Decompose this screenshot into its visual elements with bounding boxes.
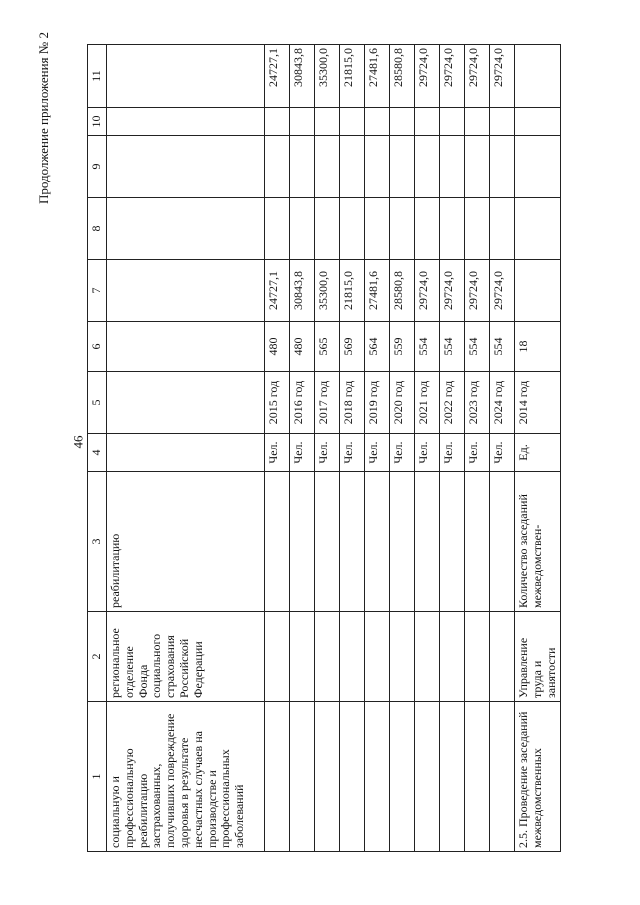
cell-indicator: реабилитацию [107, 472, 265, 612]
cell-value: 569 [340, 322, 365, 372]
cell-value: 554 [440, 322, 465, 372]
cell-unit: Чел. [415, 434, 440, 472]
table-row [465, 45, 490, 852]
cell-total: 24727,1 [265, 45, 290, 108]
table-row [415, 45, 440, 852]
cell-total: 21815,0 [340, 45, 365, 108]
cell-amount: 28580,8 [390, 260, 415, 322]
cell-indicator: Количество заседаний межведомствен- [515, 472, 561, 612]
cell-amount: 27481,6 [365, 260, 390, 322]
cell-unit: Чел. [315, 434, 340, 472]
header-row [88, 45, 107, 852]
cell-unit: Чел. [465, 434, 490, 472]
header-cell: 1 [88, 702, 107, 852]
cell-total: 29724,0 [490, 45, 515, 108]
rotated-table-wrapper [87, 45, 558, 852]
header-cell: 4 [88, 434, 107, 472]
table-row [515, 45, 561, 852]
cell-value: 480 [290, 322, 315, 372]
cell-total: 28580,8 [390, 45, 415, 108]
header-cell: 9 [88, 136, 107, 198]
cell-unit: Чел. [390, 434, 415, 472]
cell-total: 29724,0 [465, 45, 490, 108]
cell-executor: Управление труда и занятости [515, 612, 561, 702]
cell-amount: 30843,8 [290, 260, 315, 322]
table-row [315, 45, 340, 852]
table-row [265, 45, 290, 852]
cell-amount: 24727,1 [265, 260, 290, 322]
cell-amount: 35300,0 [315, 260, 340, 322]
table-row [340, 45, 365, 852]
cell-activity: 2.5. Проведение заседаний межведомственных [515, 702, 561, 852]
cell-value: 564 [365, 322, 390, 372]
cell-amount: 29724,0 [465, 260, 490, 322]
continuation-note: Продолжение приложения № 2 [36, 32, 51, 204]
table-row [365, 45, 390, 852]
cell-year: 2022 год [440, 372, 465, 434]
header-cell: 5 [88, 372, 107, 434]
cell-year: 2024 год [490, 372, 515, 434]
cell-unit: Чел. [265, 434, 290, 472]
cell-amount: 29724,0 [415, 260, 440, 322]
header-cell: 11 [88, 45, 107, 108]
header-cell: 6 [88, 322, 107, 372]
cell-amount: 29724,0 [490, 260, 515, 322]
cell-unit: Чел. [340, 434, 365, 472]
cell-value: 18 [515, 322, 561, 372]
table-row [440, 45, 465, 852]
page-number: 46 [70, 435, 86, 449]
cell-value: 554 [465, 322, 490, 372]
table-row [490, 45, 515, 852]
header-cell: 10 [88, 108, 107, 136]
cell-value: 480 [265, 322, 290, 372]
cell-year: 2018 год [340, 372, 365, 434]
cell-year: 2020 год [390, 372, 415, 434]
cell-total: 30843,8 [290, 45, 315, 108]
cell-total: 27481,6 [365, 45, 390, 108]
cell-year: 2015 год [265, 372, 290, 434]
header-cell: 2 [88, 612, 107, 702]
cell-total: 35300,0 [315, 45, 340, 108]
cell-year: 2021 год [415, 372, 440, 434]
cell-amount: 29724,0 [440, 260, 465, 322]
header-cell: 3 [88, 472, 107, 612]
table-landscape [87, 45, 558, 852]
cell-unit: Ед. [515, 434, 561, 472]
cell-unit: Чел. [365, 434, 390, 472]
header-cell: 7 [88, 260, 107, 322]
table-row [390, 45, 415, 852]
data-table [87, 44, 561, 852]
cell-value: 565 [315, 322, 340, 372]
cell-unit: Чел. [490, 434, 515, 472]
cell-unit: Чел. [290, 434, 315, 472]
table-row [107, 45, 265, 852]
cell-executor: региональное отделение Фонда социального страхования Российской Федерации [107, 612, 265, 702]
cell-year: 2016 год [290, 372, 315, 434]
cell-year: 2023 год [465, 372, 490, 434]
cell-activity: социальную и профессиональную реабилитацию застрахованных, получивших повреждение здоровья в результате несчастных случаев на производстве и профессиональных заболеваний [107, 702, 265, 852]
cell-value: 554 [415, 322, 440, 372]
cell-year: 2019 год [365, 372, 390, 434]
cell-value: 559 [390, 322, 415, 372]
table-row [290, 45, 315, 852]
cell-value: 554 [490, 322, 515, 372]
cell-total: 29724,0 [415, 45, 440, 108]
cell-year: 2017 год [315, 372, 340, 434]
header-cell: 8 [88, 198, 107, 260]
cell-amount: 21815,0 [340, 260, 365, 322]
cell-total: 29724,0 [440, 45, 465, 108]
cell-year: 2014 год [515, 372, 561, 434]
cell-unit: Чел. [440, 434, 465, 472]
